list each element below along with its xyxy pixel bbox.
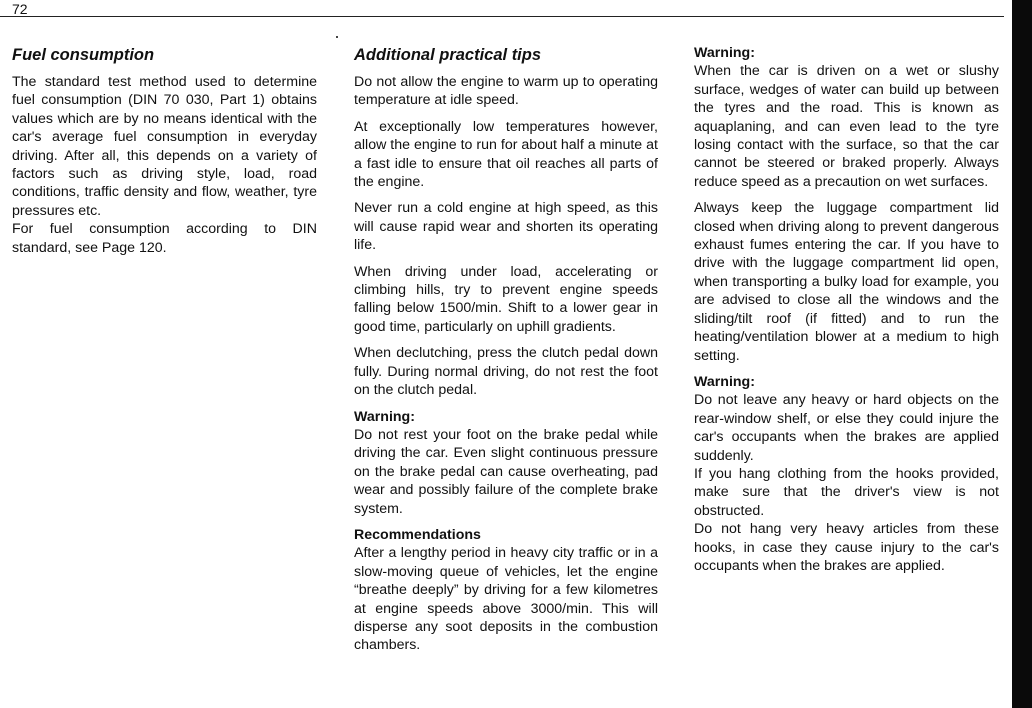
warning-heading-objects: Warning: — [694, 373, 755, 390]
warning-aquaplaning: When the car is driven on a wet or slushy surface, wedges of water can build up between the tyres and the road. This is known as aquaplaning, and can even lead to the tyre losing contact with the surface, so that the car cannot be steered or braked properly. Always reduce speed as a precaution on wet surfaces. — [694, 63, 999, 190]
section-title-practical-tips: Additional practical tips — [354, 46, 542, 64]
recommendations-heading: Recommendations — [354, 526, 481, 543]
warning-brake-pedal: Do not rest your foot on the brake pedal while driving the car. Even slight continuous pressure on the brake pedal can cause overheating, pad wear and possibly failure of the complete brake system. — [354, 426, 658, 517]
top-rule — [0, 16, 1004, 17]
page-edge-bar — [1012, 0, 1032, 708]
fuel-consumption-paragraph: The standard test method used to determine fuel consumption (DIN 70 030, Part 1) obtains values which are by no means identical with the car's average fuel consumption in everyday driving. After all, this depends on a variety of factors such as driving style, load, road conditions, traffic density and flow, weather, tyre pressures etc. — [12, 74, 317, 219]
warning-heading-aquaplaning: Warning: — [694, 45, 755, 61]
stray-mark — [336, 36, 338, 38]
fuel-consumption-din-reference: For fuel consumption according to DIN standard, see Page 120. — [12, 221, 317, 256]
luggage-compartment-advice: Always keep the luggage compartment lid closed when driving along to prevent dangerous exhaust fumes entering the car. If you have to drive with the luggage compartment lid open, when transporting a bulky load for example, you are advised to close all the windows and the sliding/tilt roof (if fitted) and to run the heating/ventilation blower at a medium to high setting. — [694, 200, 999, 364]
tip-cold-engine: Never run a cold engine at high speed, as this will cause rapid wear and shorten its operating life. — [354, 200, 658, 254]
column-practical-tips — [354, 44, 658, 663]
warning-rear-shelf: Do not leave any heavy or hard objects on the rear-window shelf, or else they could injure the car's occupants when the brakes are applied suddenly. — [694, 392, 999, 464]
warning-heading-brake: Warning: — [354, 408, 415, 425]
warning-clothing-hooks: If you hang clothing from the hooks provided, make sure that the driver's view is not obstructed. — [694, 465, 999, 519]
warning-heavy-articles: Do not hang very heavy articles from these hooks, in case they cause injury to the car's occupants when the brakes are applied. — [694, 521, 999, 574]
tip-warm-up: Do not allow the engine to warm up to operating temperature at idle speed. — [354, 74, 658, 109]
column-fuel-consumption — [12, 44, 317, 265]
page-number: 72 — [12, 1, 28, 17]
recommendations-text: After a lengthy period in heavy city traffic or in a slow-moving queue of vehicles, let the engine “breathe deeply” by driving for a few kilometres at engine speeds above 3000/min. This will disperse any soot deposits in the combustion chambers. — [354, 545, 658, 654]
tip-declutching: When declutching, press the clutch pedal down fully. During normal driving, do not rest the foot on the clutch pedal. — [354, 345, 658, 399]
tip-engine-speeds: When driving under load, accelerating or climbing hills, try to prevent engine speeds falling below 1500/min. Shift to a lower gear in good time, particularly on uphill gradients. — [354, 263, 658, 335]
tip-low-temperatures: At exceptionally low temperatures however, allow the engine to run for about half a minute at a fast idle to ensure that oil reaches all parts of the engine. — [354, 118, 658, 191]
column-warnings — [694, 44, 999, 583]
section-title-fuel-consumption: Fuel consumption — [12, 46, 155, 64]
